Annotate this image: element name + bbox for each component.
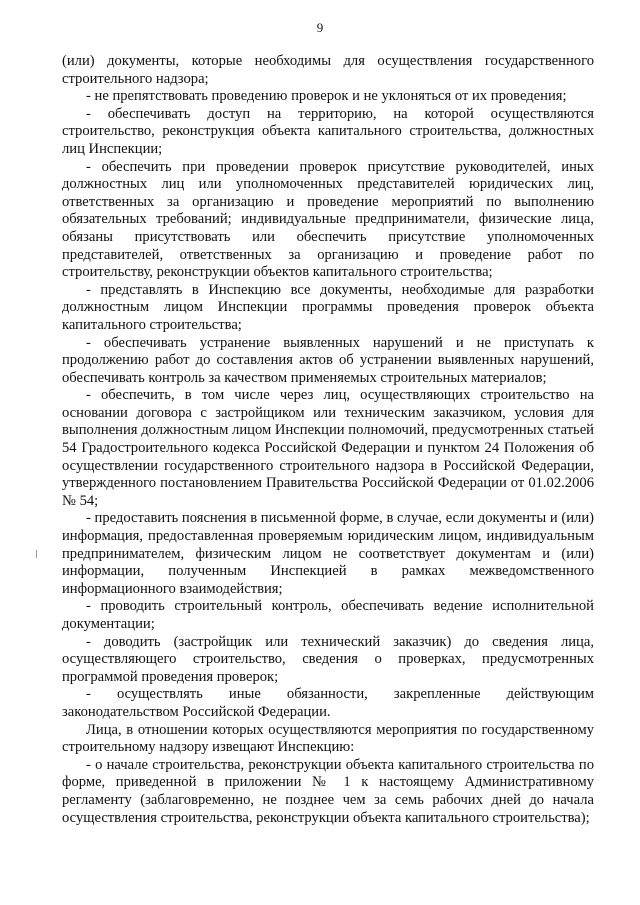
paragraph: - представлять в Инспекцию все документы, необходимые для разработки должностным лицом Инспекции программы проведения проверок объекта капитального строительства; bbox=[62, 281, 594, 333]
paragraph: - осуществлять иные обязанности, закрепленные действующим законодательством Российской Федерации. bbox=[62, 686, 594, 720]
paragraph: - обеспечивать доступ на территорию, на которой осуществляются строительство, реконструкция объекта капитального строительства, должностных лиц Инспекции; bbox=[62, 105, 594, 157]
paragraph: - проводить строительный контроль, обеспечивать ведение исполнительной документации; bbox=[62, 598, 594, 632]
page-number: 9 bbox=[316, 20, 324, 35]
paragraph: - не препятствовать проведению проверок и не уклоняться от их проведения; bbox=[86, 88, 567, 105]
paragraph: - доводить (застройщик или технический заказчик) до сведения лица, осуществляющего строительство, сведения о проверках, предусмотренных программой проведения проверок; bbox=[62, 633, 594, 685]
paragraph: - обеспечить, в том числе через лиц, осуществляющих строительство на основании договора с застройщиком или техническим заказчиком, условия для выполнения должностным лицом Инспекции полномочий, предусмотренных статьей 54 Градостроительного кодекса Российской Федерации и пунктом 24 Положения об осуществлении государственного строительного надзора в Российской Федерации, утвержденного постановлением Правительства Российской Федерации от 01.02.2006 № 54; bbox=[62, 387, 594, 509]
document-body bbox=[62, 53, 594, 827]
paragraph: - обеспечивать устранение выявленных нарушений и не приступать к продолжению работ до составления актов об устранении выявленных нарушений, обеспечивать контроль за качеством применяемых строительных материалов; bbox=[62, 334, 594, 386]
margin-mark bbox=[36, 550, 37, 558]
paragraph: - обеспечить при проведении проверок присутствие руководителей, иных должностных лиц или уполномоченных представителей юридических лиц, ответственных за организацию и проведение мероприятий по выполнению обязательных требований; индивидуальные предприниматели, физические лица, обязаны присутствовать или обеспечить присутствие уполномоченных представителей, ответственных за организацию и проведение работ по строительству, реконструкции объектов капитального строительства; bbox=[62, 158, 594, 281]
paragraph: Лица, в отношении которых осуществляются мероприятия по государственному строительному надзору извещают Инспекцию: bbox=[62, 721, 594, 756]
paragraph: - предоставить пояснения в письменной форме, в случае, если документы и (или) информация, предоставленная проверяемым юридическим лицом, индивидуальным предпринимателем, физическим лицом не соответствует документам и (или) информации, полученным Инспекцией в рамках межведомственного информационного взаимодействия; bbox=[62, 510, 594, 597]
paragraph: - о начале строительства, реконструкции объекта капитального строительства по форме, приведенной в приложении № 1 к настоящему Административному регламенту (заблаговременно, не позднее чем за семь рабочих дней до начала осуществления строительства, реконструкции объекта капитального строительства); bbox=[62, 756, 594, 826]
paragraph: (или) документы, которые необходимы для осуществления государственного строительного надзора; bbox=[62, 53, 594, 87]
